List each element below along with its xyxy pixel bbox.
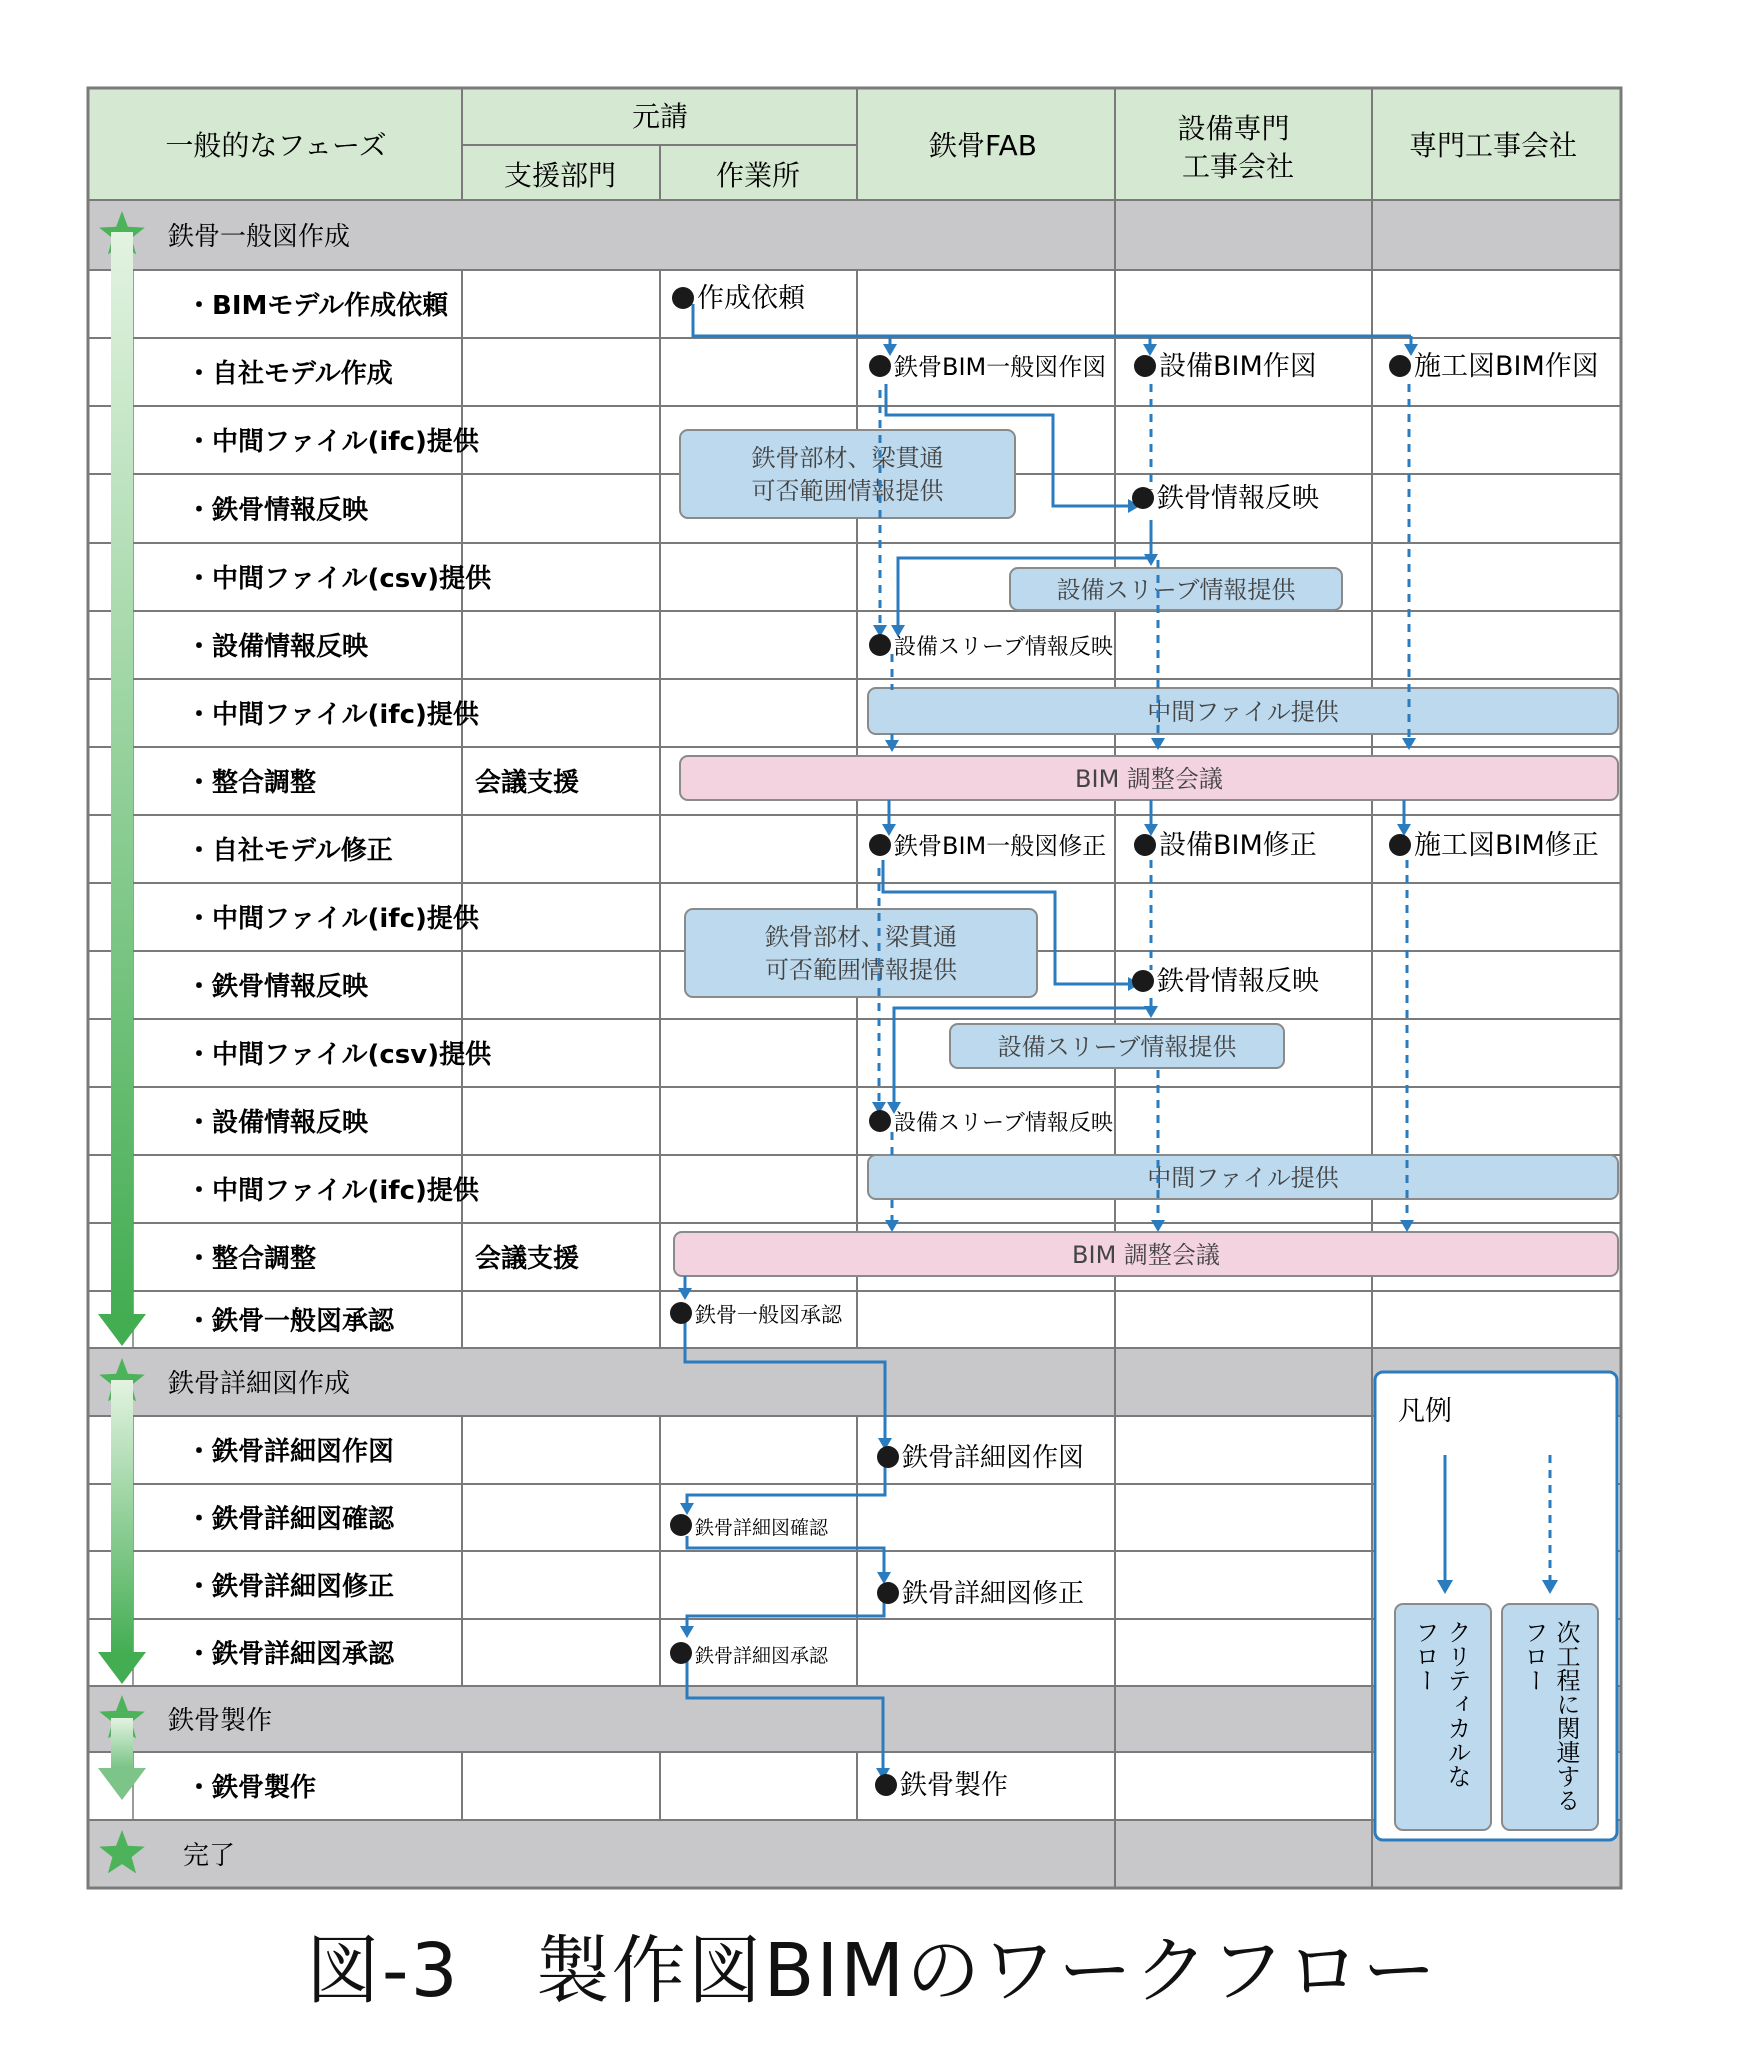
row-label: ・鉄骨詳細図修正: [186, 1572, 395, 1602]
header-phase: 一般的なフェーズ: [165, 129, 387, 162]
node-dot-icon: [869, 834, 891, 856]
flow-box-label: [998, 1033, 1238, 1061]
node-dot-icon: [670, 1642, 692, 1664]
header-motouke: 元請: [631, 100, 689, 133]
legend-title: 凡例: [1398, 1396, 1452, 1427]
arrowhead-icon: [1143, 344, 1157, 356]
node-dot-icon: [875, 1774, 897, 1796]
phase-arrow-head: [98, 1652, 146, 1684]
phase-arrow-shaft: [111, 232, 133, 1316]
phase-arrow-shaft: [111, 1380, 133, 1654]
flow-box-label: [1147, 1164, 1340, 1192]
phase-arrow-shaft: [111, 1718, 133, 1770]
row-label: ・中間ファイル(csv)提供: [186, 1040, 492, 1070]
arrowhead-icon: [678, 1288, 692, 1300]
flow-box-label: [1075, 765, 1223, 793]
flow-box-line: 設備スリーブ情報提供: [1056, 576, 1296, 604]
node-dot-icon: [670, 1302, 692, 1324]
node-dot-icon: [869, 1110, 891, 1132]
legend-label-line: クリティカルな: [1443, 1620, 1471, 1788]
node-dot-icon: [877, 1582, 899, 1604]
row-support: 会議支援: [475, 1244, 580, 1274]
flow-box-line: BIM 調整会議: [1072, 1241, 1220, 1269]
row-label: ・中間ファイル(ifc)提供: [186, 1176, 479, 1206]
arrowhead-icon: [680, 1626, 694, 1638]
header-senmon: 専門工事会社: [1408, 129, 1578, 162]
node-label: 施工図BIM作図: [1414, 351, 1599, 382]
arrowhead-icon: [1400, 1220, 1414, 1232]
node-dot-icon: [877, 1446, 899, 1468]
phase-arrows: [98, 232, 146, 1800]
flow-box-label: [1147, 698, 1340, 726]
node-dot-icon: [1134, 834, 1156, 856]
legend-label-line: 次工程に関連する: [1552, 1620, 1580, 1812]
row-label: ・中間ファイル(ifc)提供: [186, 904, 479, 934]
row-label: ・鉄骨製作: [186, 1773, 317, 1803]
legend-label-line: フロー: [1520, 1620, 1548, 1692]
flow-line: [687, 1536, 884, 1574]
row-label: ・設備情報反映: [186, 632, 369, 662]
node-label: 鉄骨詳細図作図: [902, 1443, 1085, 1473]
row-label: ・中間ファイル(csv)提供: [186, 564, 492, 594]
header-shien: 支援部門: [503, 159, 617, 192]
row-label: ・鉄骨一般図承認: [186, 1306, 395, 1337]
node-label: 作成依頼: [697, 283, 805, 314]
flow-line: [687, 1466, 885, 1505]
row-label: ・鉄骨詳細図承認: [186, 1639, 395, 1670]
node-dot-icon: [1132, 487, 1154, 509]
header-fab: 鉄骨FAB: [929, 129, 1037, 162]
node-label: 鉄骨一般図承認: [695, 1303, 842, 1327]
node-label: 鉄骨情報反映: [1157, 483, 1319, 514]
row-label: ・鉄骨情報反映: [186, 495, 369, 526]
row-label: ・BIMモデル作成依頼: [186, 291, 449, 321]
flow-box-label: [1057, 576, 1297, 604]
node-dot-icon: [1389, 834, 1411, 856]
node-label: 設備BIM作図: [1159, 351, 1317, 382]
arrowhead-icon: [885, 1220, 899, 1232]
flow-box-label: [1072, 1241, 1220, 1269]
flow-box-line: 設備スリーブ情報提供: [997, 1033, 1237, 1061]
row-support: 会議支援: [475, 768, 580, 798]
node-dot-icon: [1389, 355, 1411, 377]
phase-arrow-head: [98, 1768, 146, 1800]
legend-label-line: フロー: [1411, 1620, 1439, 1692]
legend: [1375, 1372, 1617, 1840]
node-label: 設備スリーブ情報反映: [894, 1111, 1113, 1136]
section-title: 完了: [183, 1841, 236, 1871]
flow-box-line: BIM 調整会議: [1075, 765, 1223, 793]
flow-line: [687, 1602, 884, 1628]
flow-box-line: 鉄骨部材、梁貫通: [751, 444, 944, 472]
header-setsubi-line2: 工事会社: [1181, 150, 1295, 183]
row-label: ・中間ファイル(ifc)提供: [186, 427, 479, 457]
flow-box-line: 鉄骨部材、梁貫通: [765, 923, 957, 951]
node-label: 施工図BIM修正: [1414, 830, 1599, 861]
header-setsubi-line1: 設備専門: [1177, 112, 1290, 145]
node-label: 鉄骨BIM一般図修正: [894, 832, 1107, 860]
node-dot-icon: [670, 1514, 692, 1536]
row-label: ・鉄骨詳細図確認: [186, 1504, 395, 1535]
arrowhead-icon: [1151, 738, 1165, 750]
row-label: ・中間ファイル(ifc)提供: [186, 700, 479, 730]
row-label: ・整合調整: [186, 1244, 317, 1274]
node-label: 鉄骨製作: [900, 1770, 1008, 1801]
node-label: 鉄骨情報反映: [1157, 966, 1319, 997]
row-label: ・整合調整: [186, 768, 317, 798]
flow-box-line: 可否範囲情報提供: [751, 477, 944, 505]
node-label: 鉄骨BIM一般図作図: [894, 353, 1107, 381]
header-sagyosho: 作業所: [715, 159, 801, 192]
section-title: 鉄骨製作: [168, 1706, 273, 1736]
row-label: ・自社モデル修正: [186, 836, 393, 866]
node-label: 鉄骨詳細図修正: [902, 1579, 1085, 1609]
node-dot-icon: [869, 355, 891, 377]
node-label: 設備スリーブ情報反映: [894, 635, 1113, 660]
node-dot-icon: [1132, 970, 1154, 992]
row-label: ・鉄骨詳細図作図: [186, 1437, 395, 1467]
flow-box-line: 中間ファイル提供: [1147, 698, 1339, 726]
node-label: 鉄骨詳細図承認: [695, 1645, 829, 1667]
node-label: 鉄骨詳細図確認: [695, 1517, 829, 1539]
row-labels: [186, 290, 579, 1803]
flow-box-line: 中間ファイル提供: [1147, 1164, 1339, 1192]
section-title: 鉄骨一般図作成: [168, 222, 351, 252]
arrowhead-icon: [680, 1503, 694, 1515]
phase-arrow-head: [98, 1314, 146, 1346]
row-label: ・設備情報反映: [186, 1108, 369, 1138]
arrowhead-icon: [1402, 738, 1416, 750]
row-label: ・自社モデル作成: [186, 359, 393, 389]
row-label: ・鉄骨情報反映: [186, 972, 369, 1002]
node-label: 設備BIM修正: [1159, 830, 1317, 861]
node-dot-icon: [869, 634, 891, 656]
flow-box-line: 可否範囲情報提供: [765, 956, 957, 984]
node-dot-icon: [672, 287, 694, 309]
arrowhead-icon: [1144, 554, 1158, 566]
arrowhead-icon: [1151, 1220, 1165, 1232]
node-dot-icon: [1134, 355, 1156, 377]
section-title: 鉄骨詳細図作成: [168, 1369, 351, 1399]
figure-caption: 図-3 製作図BIMのワークフロー: [305, 1928, 1439, 2014]
